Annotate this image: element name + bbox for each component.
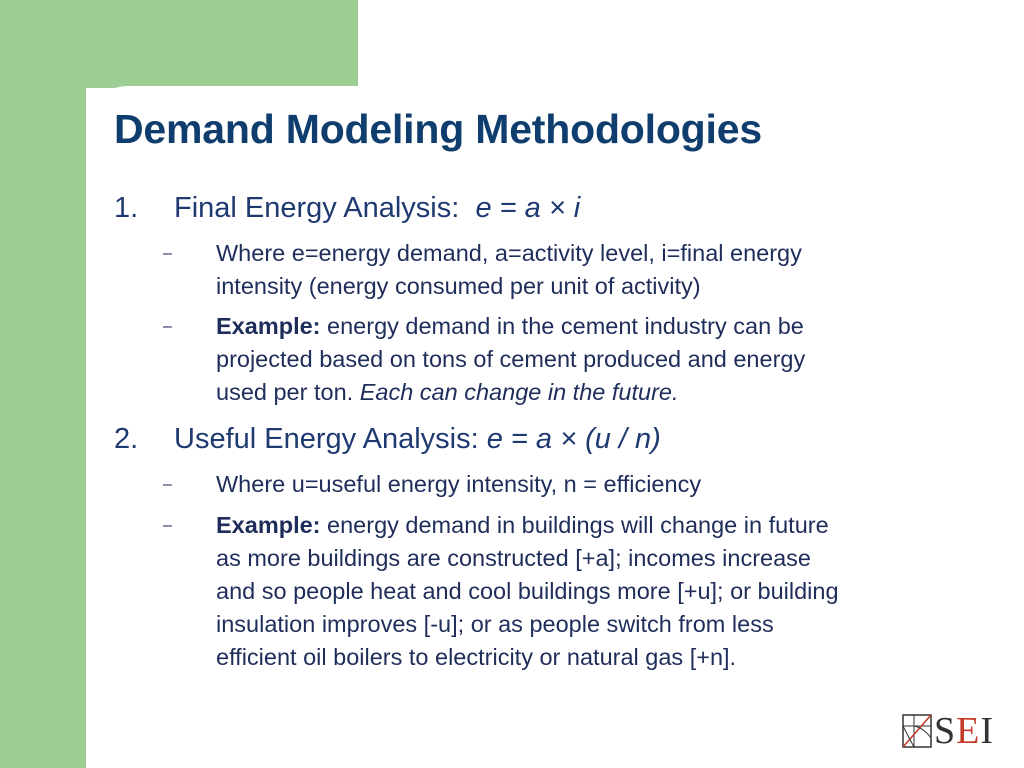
sub-bullet-text (216, 509, 986, 674)
text-fragment: energy demand in buildings will change in future (320, 512, 829, 538)
sei-logo (902, 710, 1012, 752)
slide-title: Demand Modeling Methodologies (114, 106, 762, 152)
text-line: Where u=useful energy intensity, n = efficiency (216, 471, 702, 497)
text-line: efficient oil boilers to electricity or natural gas [+n]. (216, 644, 737, 670)
list-number: 1. (114, 192, 139, 224)
list-heading (174, 422, 661, 456)
dash-bullet: – (163, 245, 172, 262)
text-line (216, 310, 986, 343)
example-label: Example: (216, 512, 321, 538)
text-line (216, 376, 986, 409)
text-line: as more buildings are constructed [+a]; incomes increase (216, 545, 811, 571)
logo-letter-s: S (934, 710, 957, 752)
sub-bullet-text (216, 310, 986, 409)
text-line: insulation improves [-u]; or as people switch from less (216, 611, 774, 637)
text-line: projected based on tons of cement produced and energy (216, 346, 806, 372)
logo-letter-e: E (956, 710, 981, 752)
example-label: Example: (216, 313, 321, 339)
heading-text: Useful Energy Analysis: (174, 423, 479, 455)
text-fragment: used per ton. (216, 379, 360, 405)
italic-note: Each can change in the future. (359, 379, 679, 405)
text-line: intensity (energy consumed per unit of activity) (216, 273, 701, 299)
dash-bullet: – (163, 476, 172, 493)
sei-logo-text (934, 710, 994, 752)
formula: e = a × (u / n) (486, 423, 661, 455)
text-fragment: energy demand in the cement industry can be (320, 313, 804, 339)
sub-bullet-text (216, 237, 986, 303)
text-line (216, 509, 986, 542)
dash-bullet: – (163, 517, 172, 534)
dash-bullet: – (163, 318, 172, 335)
text-line: Where e=energy demand, a=activity level, i=final energy (216, 240, 802, 266)
sei-logo-mark-icon (902, 714, 932, 748)
heading-text: Final Energy Analysis: (174, 192, 460, 224)
logo-letter-i: I (980, 710, 995, 752)
formula: e = a × i (475, 192, 581, 224)
text-line: and so people heat and cool buildings more [+u]; or building (216, 578, 839, 604)
sub-bullet-text (216, 468, 986, 501)
list-number: 2. (114, 423, 139, 455)
list-heading (174, 191, 580, 225)
